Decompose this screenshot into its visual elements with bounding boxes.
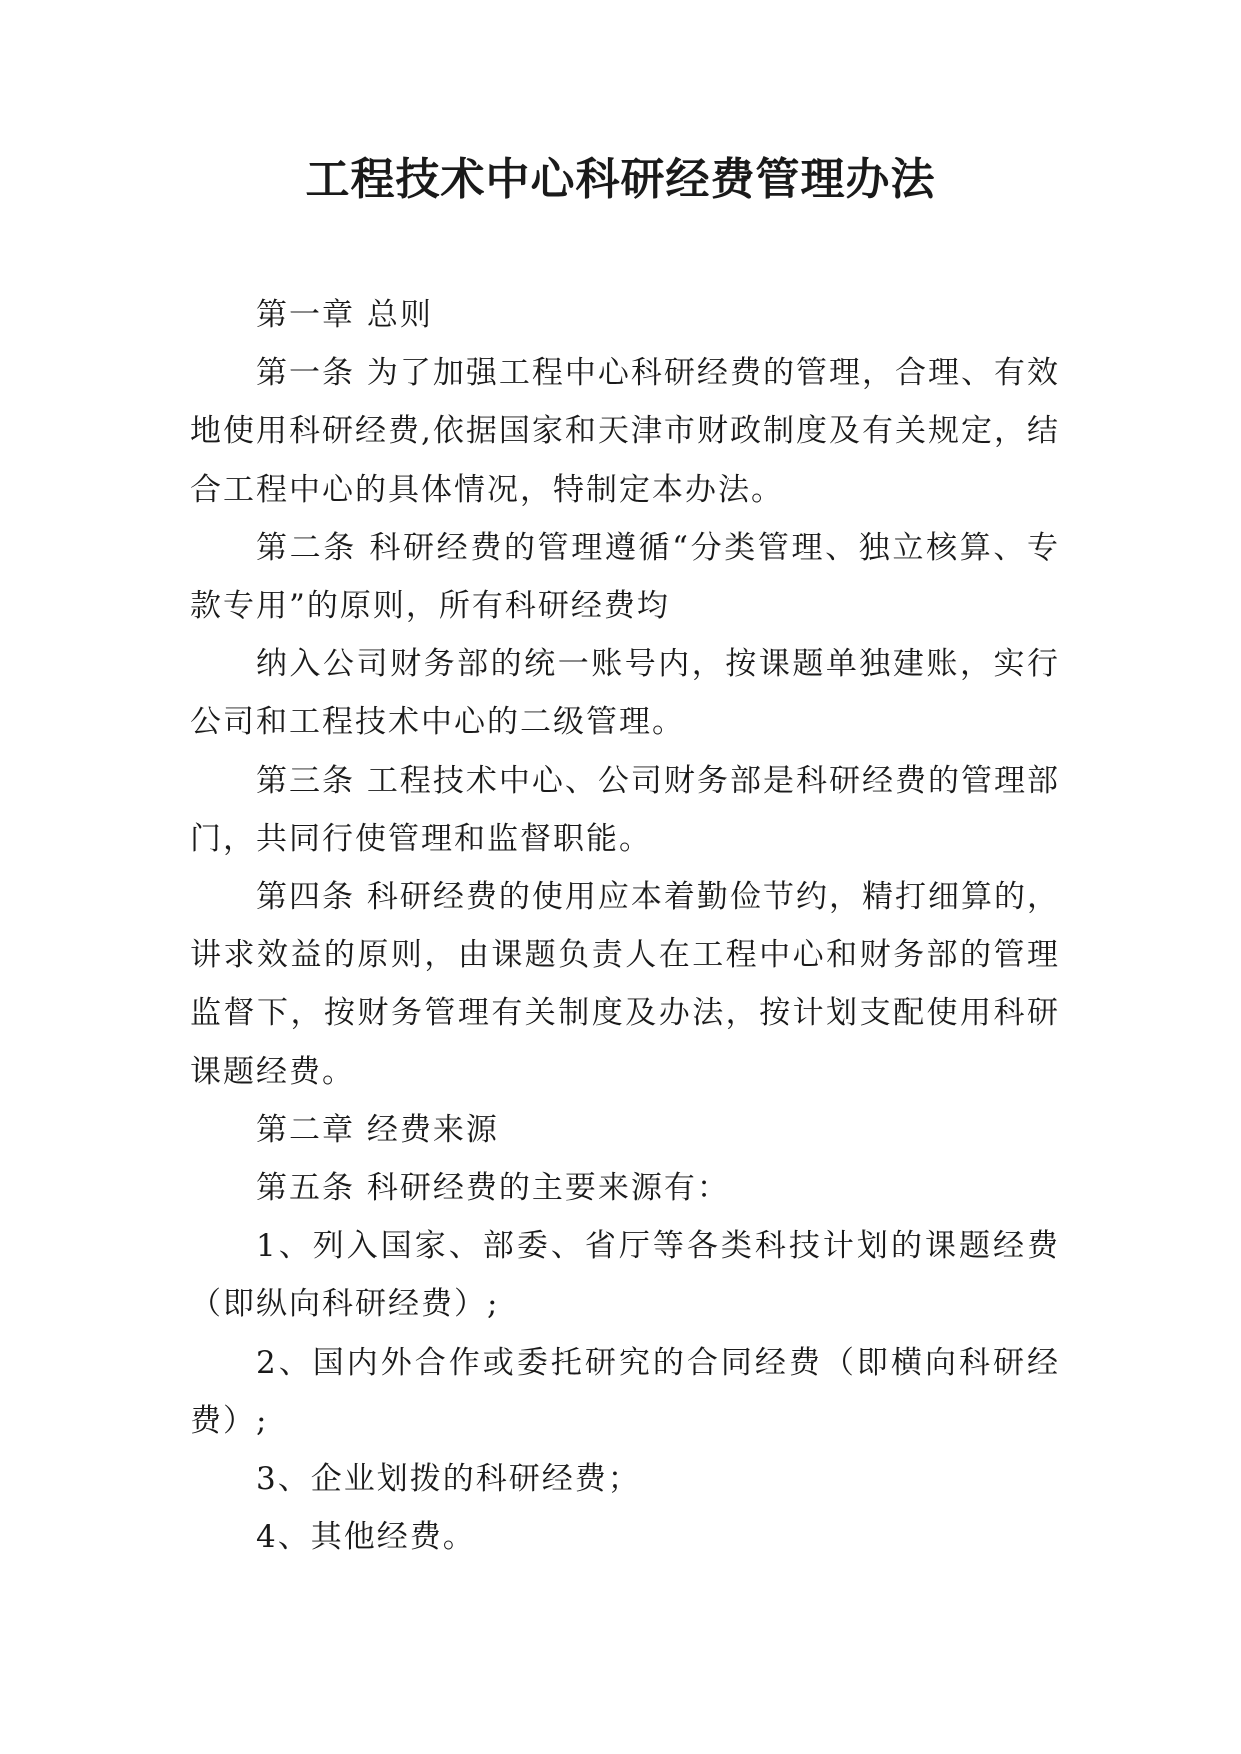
article-2: 第二条 科研经费的管理遵循“分类管理、独立核算、专款专用”的原则，所有科研经费均 xyxy=(190,529,1060,625)
list-item-3: 3、企业划拨的科研经费； xyxy=(256,1461,641,1498)
list-item-4: 4、其他经费。 xyxy=(256,1519,476,1556)
article-2-continued: 纳入公司财务部的统一账号内，按课题单独建账，实行公司和工程技术中心的二级管理。 xyxy=(190,646,1060,741)
article-3: 第三条 工程技术中心、公司财务部是科研经费的管理部门，共同行使管理和监督职能。 xyxy=(190,762,1060,857)
list-item-1: 1、列入国家、部委、省厅等各类科技计划的课题经费（即纵向科研经费）; xyxy=(190,1228,1060,1323)
document-title: 工程技术中心科研经费管理办法 xyxy=(305,154,936,205)
document-body xyxy=(190,286,1060,1566)
article-1: 第一条 为了加强工程中心科研经费的管理，合理、有效地使用科研经费,依据国家和天津市财政制度及有关规定，结合工程中心的具体情况，特制定本办法。 xyxy=(190,355,1060,508)
article-4: 第四条 科研经费的使用应本着勤俭节约，精打细算的，讲求效益的原则，由课题负责人在工程中心和财务部的管理监督下，按财务管理有关制度及办法，按计划支配使用科研课题经费。 xyxy=(190,879,1060,1090)
chapter-1-heading: 第一章 总则 xyxy=(256,297,433,333)
list-item-2: 2、国内外合作或委托研究的合同经费（即横向科研经费）; xyxy=(190,1344,1060,1439)
chapter-2-heading: 第二章 经费来源 xyxy=(256,1111,499,1148)
article-5: 第五条 科研经费的主要来源有： xyxy=(256,1170,730,1207)
